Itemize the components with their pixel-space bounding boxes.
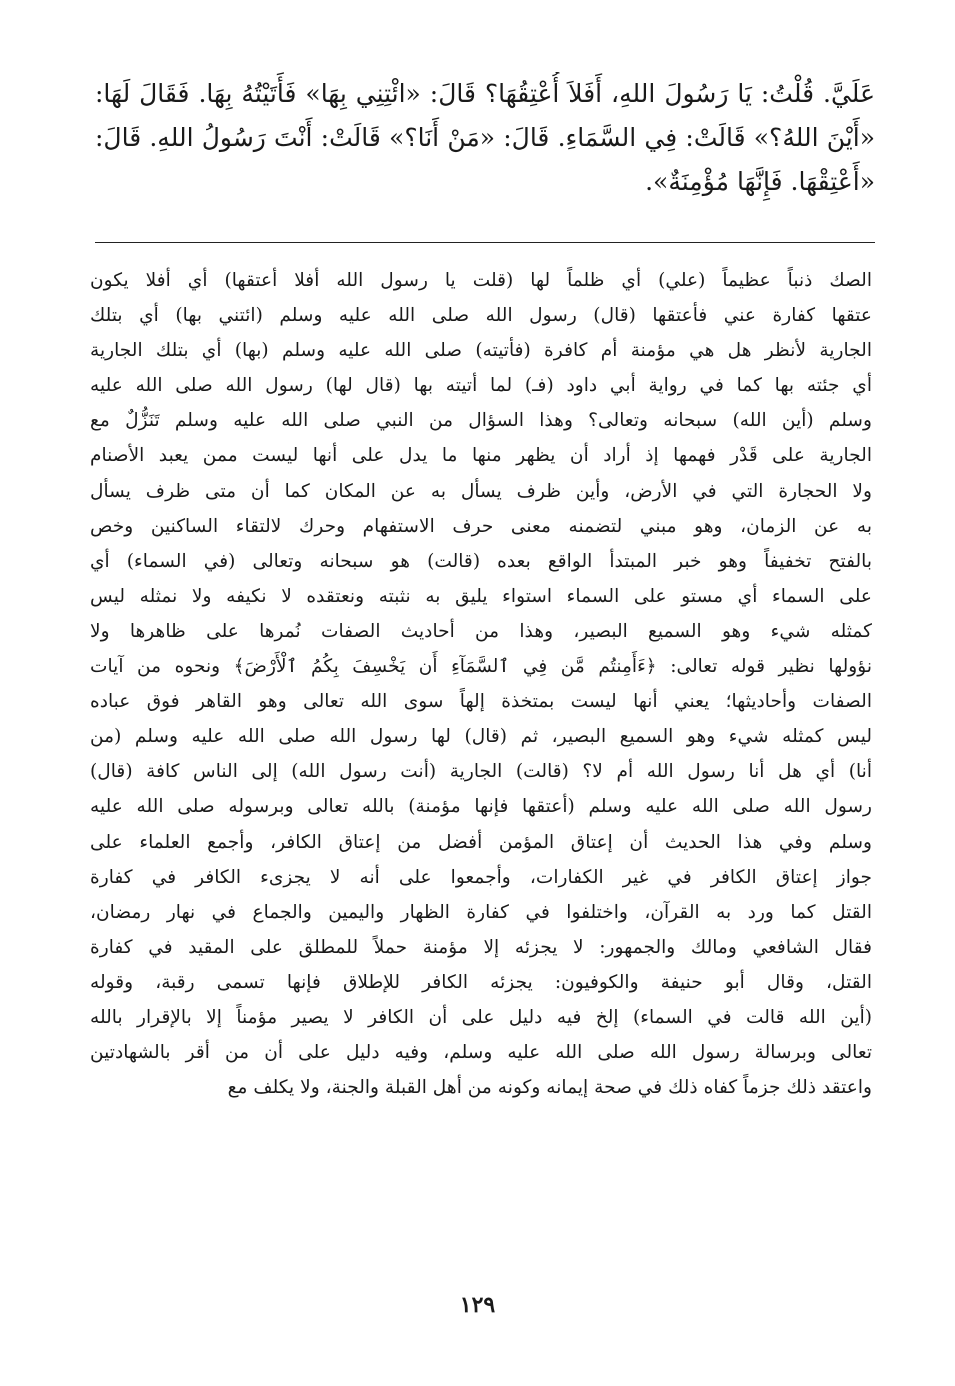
commentary-line: على السماء أي مستو على السماء استواء يليق به نثبته ونعتقده لا نكيفه ولا نمثله ليس	[90, 585, 872, 607]
hadith-line: «أَعْتِقْهَا. فَإِنَّهَا مُؤْمِنَةٌ».	[645, 167, 875, 196]
hadith-line: «أَيْنَ اللهُ؟» قَالَتْ: فِي السَّمَاءِ. قَالَ: «مَنْ أَنَا؟» قَالَتْ: أَنْتَ رَسُولُ اللهِ. قَالَ:	[95, 123, 875, 152]
commentary-line: الصفات وأحاديثها؛ يعني أنها ليست بمتخذة إلهاً سوى الله تعالى وهو القاهر فوق عباده	[90, 691, 872, 713]
page-number: ١٢٩	[459, 1292, 496, 1318]
commentary-line: كمثله شيء وهو السميع البصير، وهذا من أحاديث الصفات نُمرها على ظاهرها ولا	[90, 620, 872, 642]
commentary-line: الجارية على قَدْر فهمها إذ أراد أن يظهر منها ما يدل على أنها ليست ممن يعبد الأصنام	[90, 445, 872, 467]
commentary-line: وسلم (أين الله) سبحانه وتعالى؟ وهذا السؤال من النبي صلى الله عليه وسلم تَنَزُّلٌ مع	[90, 410, 872, 432]
separator-rule	[95, 242, 875, 243]
commentary-line: أي جئته بها كما في رواية أبي داود (فـ) لما أتيته بها (قال لها) رسول الله صلى الله عليه	[90, 375, 872, 397]
commentary-line: القتل، وقال أبو حنيفة والكوفيون: يجزئه الكافر للإطلاق فإنها تسمى رقبة، وقوله	[90, 971, 872, 993]
commentary-line: تعالى وبرسالة رسول الله صلى الله عليه وسلم، وفيه دليل على أن من أقر بالشهادتين	[90, 1042, 872, 1064]
commentary-line: واعتقد ذلك جزماً كفاه ذلك في صحة إيمانه وكونه من أهل القبلة والجنة، ولا يكلف مع	[227, 1077, 872, 1099]
commentary-line: نؤولها نظير قوله تعالى: ﴿ءَأَمِنتُم مَّن فِي ٱلسَّمَآءِ أَن يَخْسِفَ بِكُمُ ٱلْأَرْضَ﴾ ونحوه من آيات	[90, 656, 872, 678]
commentary-line: القتل كما ورد به القرآن، واختلفوا في كفارة الظهار واليمين والجماع في نهار رمضان،	[90, 901, 872, 923]
hadith-line: عَلَيَّ. قُلْتُ: يَا رَسُولَ اللهِ، أَفَلاَ أُعْتِقُهَا؟ قَالَ: «ائْتِنِي بِهَا» فَأَتَيْتُهُ بِهَا. فَقَالَ لَهَا:	[95, 79, 875, 108]
commentary-line: وسلم وفي هذا الحديث أن إعتاق المؤمن أفضل من إعتاق الكافر، وأجمع العلماء على	[90, 831, 872, 853]
commentary-text	[90, 263, 872, 1105]
commentary-line: (أين الله قالت في السماء) إلخ فيه دليل على أن الكافر لا يصير مؤمناً إلا بالإقرار بالله	[90, 1006, 872, 1028]
commentary-line: ولا الحجارة التي في الأرض، وأين ظرف يسأل به عن المكان كما أن متى ظرف يسأل	[90, 480, 872, 502]
commentary-line: رسول الله صلى الله عليه وسلم (أعتقها فإنها مؤمنة) بالله تعالى وبرسوله صلى الله عليه	[90, 796, 872, 818]
commentary-line: أنا) أي هل أنا رسول الله أم لا؟ (قالت) الجارية (أنت رسول الله) إلى الناس كافة (قال)	[90, 761, 872, 783]
commentary-line: الصك ذنباً عظيماً (علي) أي ظلماً لها (قلت يا رسول الله أفلا أعتقها) أي أفلا يكون	[90, 270, 872, 291]
commentary-line: جواز إعتاق الكافر في غير الكفارات، وأجمعوا على أنه لا يجزىء الكافر في كفارة	[90, 866, 872, 888]
commentary-line: بالفتح تخفيفاً وهو خبر المبتدأ الواقع بعده (قالت) هو سبحانه وتعالى (في السماء) أي	[90, 550, 872, 572]
hadith-text	[95, 72, 875, 204]
commentary-line: عتقها كفارة عني فأعتقها (قال) رسول الله صلى الله عليه وسلم (ائتني بها) أي بتلك	[90, 305, 872, 327]
commentary-line: فقال الشافعي ومالك والجمهور: لا يجزئه إلا مؤمنة حملاً للمطلق على المقيد في كفارة	[90, 936, 872, 958]
commentary-line: ليس كمثله شيء وهو السميع البصير، ثم (قال) لها رسول الله صلى الله عليه وسلم (من	[90, 726, 872, 748]
commentary-line: به عن الزمان، وهو مبني لتضمنه معنى حرف الاستفهام وحرك لالتقاء الساكنين وخص	[90, 515, 872, 537]
commentary-line: الجارية لأنظر هل هي مؤمنة أم كافرة (فأتيته) صلى الله عليه وسلم (بها) أي بتلك الجارية	[90, 340, 872, 362]
